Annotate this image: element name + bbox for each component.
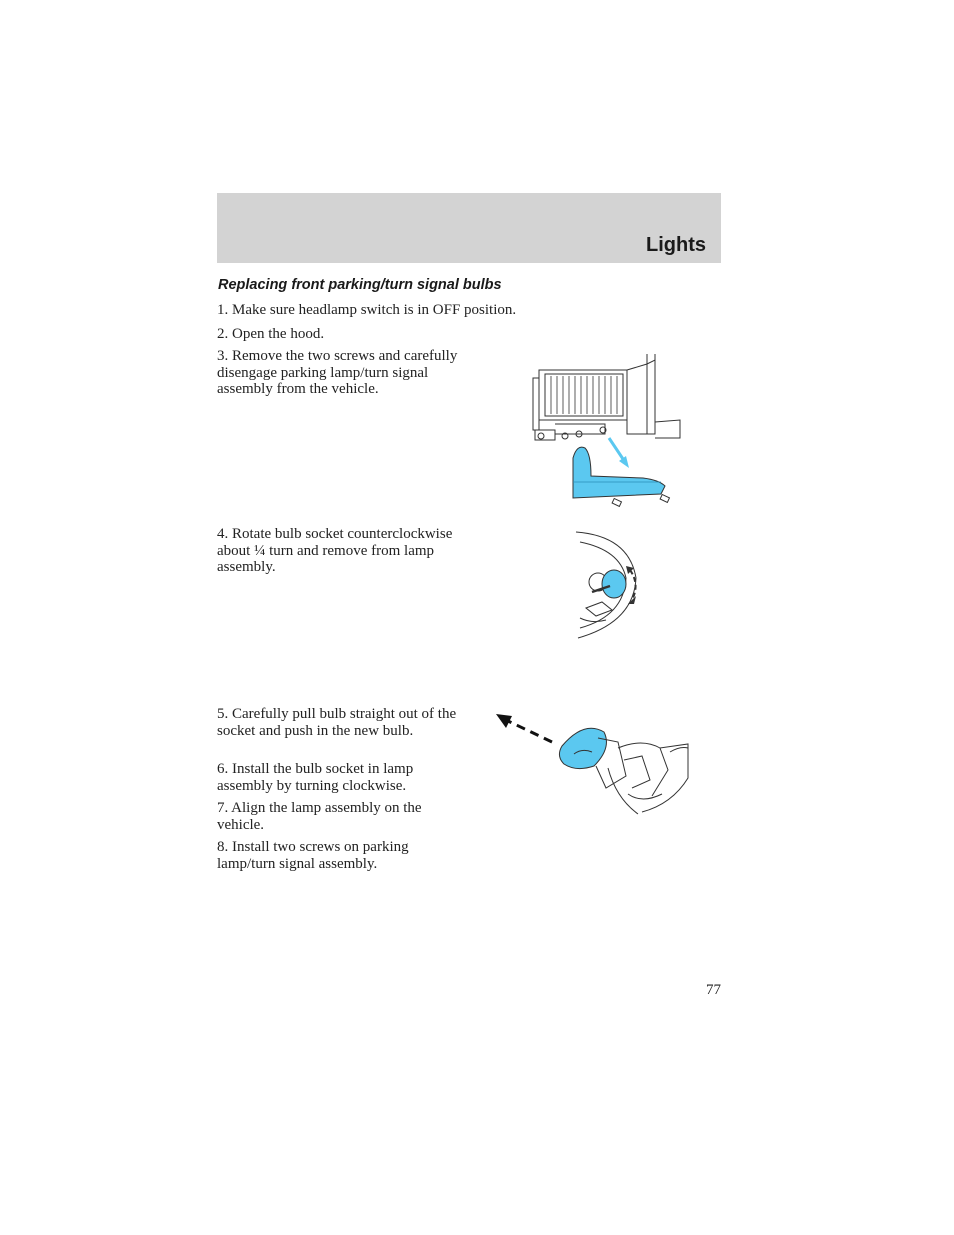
bulb-socket-rotation-illustration	[574, 530, 664, 642]
step-2: 2. Open the hood.	[217, 326, 325, 342]
section-title: Replacing front parking/turn signal bulbs	[218, 277, 502, 293]
step-1: 1. Make sure headlamp switch is in OFF position.	[217, 302, 517, 318]
step-6: 6. Install the bulb socket in lamp assembly by turning clockwise.	[217, 761, 414, 794]
parking-lamp-removal-illustration	[525, 350, 695, 520]
step-3: 3. Remove the two screws and carefully disengage parking lamp/turn signal assembly from the vehicle.	[217, 348, 458, 397]
step-8: 8. Install two screws on parking lamp/turn signal assembly.	[217, 839, 409, 872]
page-number: 77	[706, 982, 721, 998]
step-5: 5. Carefully pull bulb straight out of the socket and push in the new bulb.	[217, 706, 457, 739]
header-band	[217, 193, 721, 263]
step-7: 7. Align the lamp assembly on the vehicle.	[217, 800, 422, 833]
page-title: Lights	[646, 234, 706, 256]
bulb-replacement-illustration	[492, 708, 697, 820]
step-4: 4. Rotate bulb socket counterclockwise about ¼ turn and remove from lamp assembly.	[217, 526, 453, 575]
